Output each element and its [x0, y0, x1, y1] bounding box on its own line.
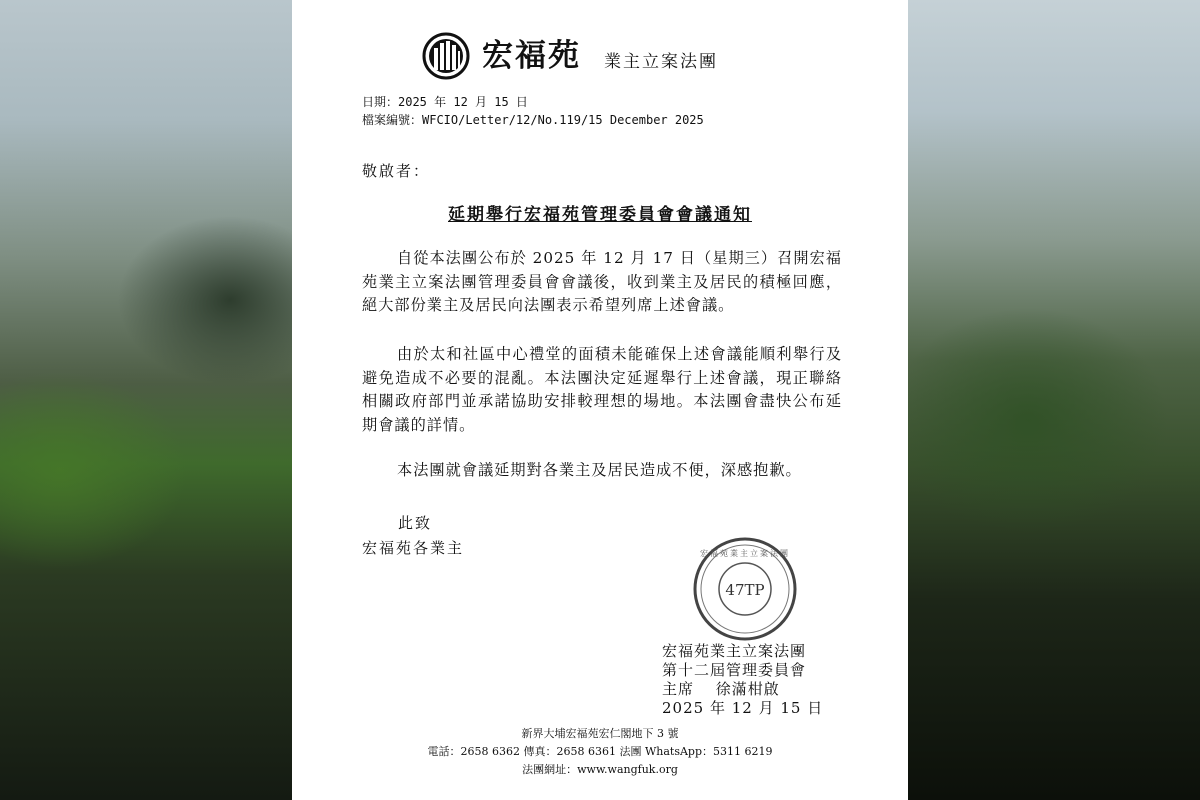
paragraph-3: 本法團就會議延期對各業主及居民造成不便，深感抱歉。	[397, 461, 802, 479]
letterhead	[292, 30, 908, 82]
letter-page	[292, 0, 908, 800]
reference-line: 檔案編號：WFCIO/Letter/12/No.119/15 December 2025	[362, 113, 704, 127]
blurred-background-right	[908, 0, 1200, 800]
seal-ring-text: 宏福苑業主立案法團	[700, 549, 790, 558]
date-line: 日期：2025 年 12 月 15 日	[362, 95, 528, 109]
blurred-background-left	[0, 0, 292, 800]
seal-center-text: 47TP	[725, 581, 765, 599]
signature-date: 2025 年 12 月 15 日	[662, 699, 824, 717]
closing-line-2: 宏福苑各業主	[362, 539, 465, 557]
signature-committee: 第十二屆管理委員會	[662, 661, 807, 679]
org-suffix: 業主立案法團	[604, 52, 718, 72]
signature-org: 宏福苑業主立案法團	[662, 642, 807, 660]
footer-contact: 電話：2658 6362 傳真：2658 6361 法團 WhatsApp：5311 6219	[427, 745, 773, 758]
closing-line-1: 此致	[398, 514, 433, 532]
paragraph-1: 自從本法團公布於 2025 年 12 月 17 日（星期三）召開宏福苑業主立案法團管理委員會會議後，收到業主及居民的積極回應，絕大部份業主及居民向法團表示希望列席上述會議。	[362, 249, 842, 314]
notice-title: 延期舉行宏福苑管理委員會會議通知	[448, 205, 752, 225]
footer-address: 新界大埔宏福苑宏仁閣地下 3 號	[521, 727, 679, 740]
salutation: 敬啟者：	[362, 162, 431, 180]
org-name: 宏福苑	[482, 38, 581, 74]
paragraph-2: 由於太和社區中心禮堂的面積未能確保上述會議能順利舉行及避免造成不必要的混亂。本法團決定延遲舉行上述會議，現正聯絡相關政府部門並承諾協助安排較理想的場地。本法團會盡快公布延期會議的詳情。	[362, 345, 842, 434]
signature-chair: 主席 徐滿柑啟	[662, 680, 780, 698]
association-seal-icon	[692, 536, 798, 642]
footer-website: 法團網址：www.wangfuk.org	[522, 763, 678, 776]
building-logo-icon	[422, 32, 470, 80]
